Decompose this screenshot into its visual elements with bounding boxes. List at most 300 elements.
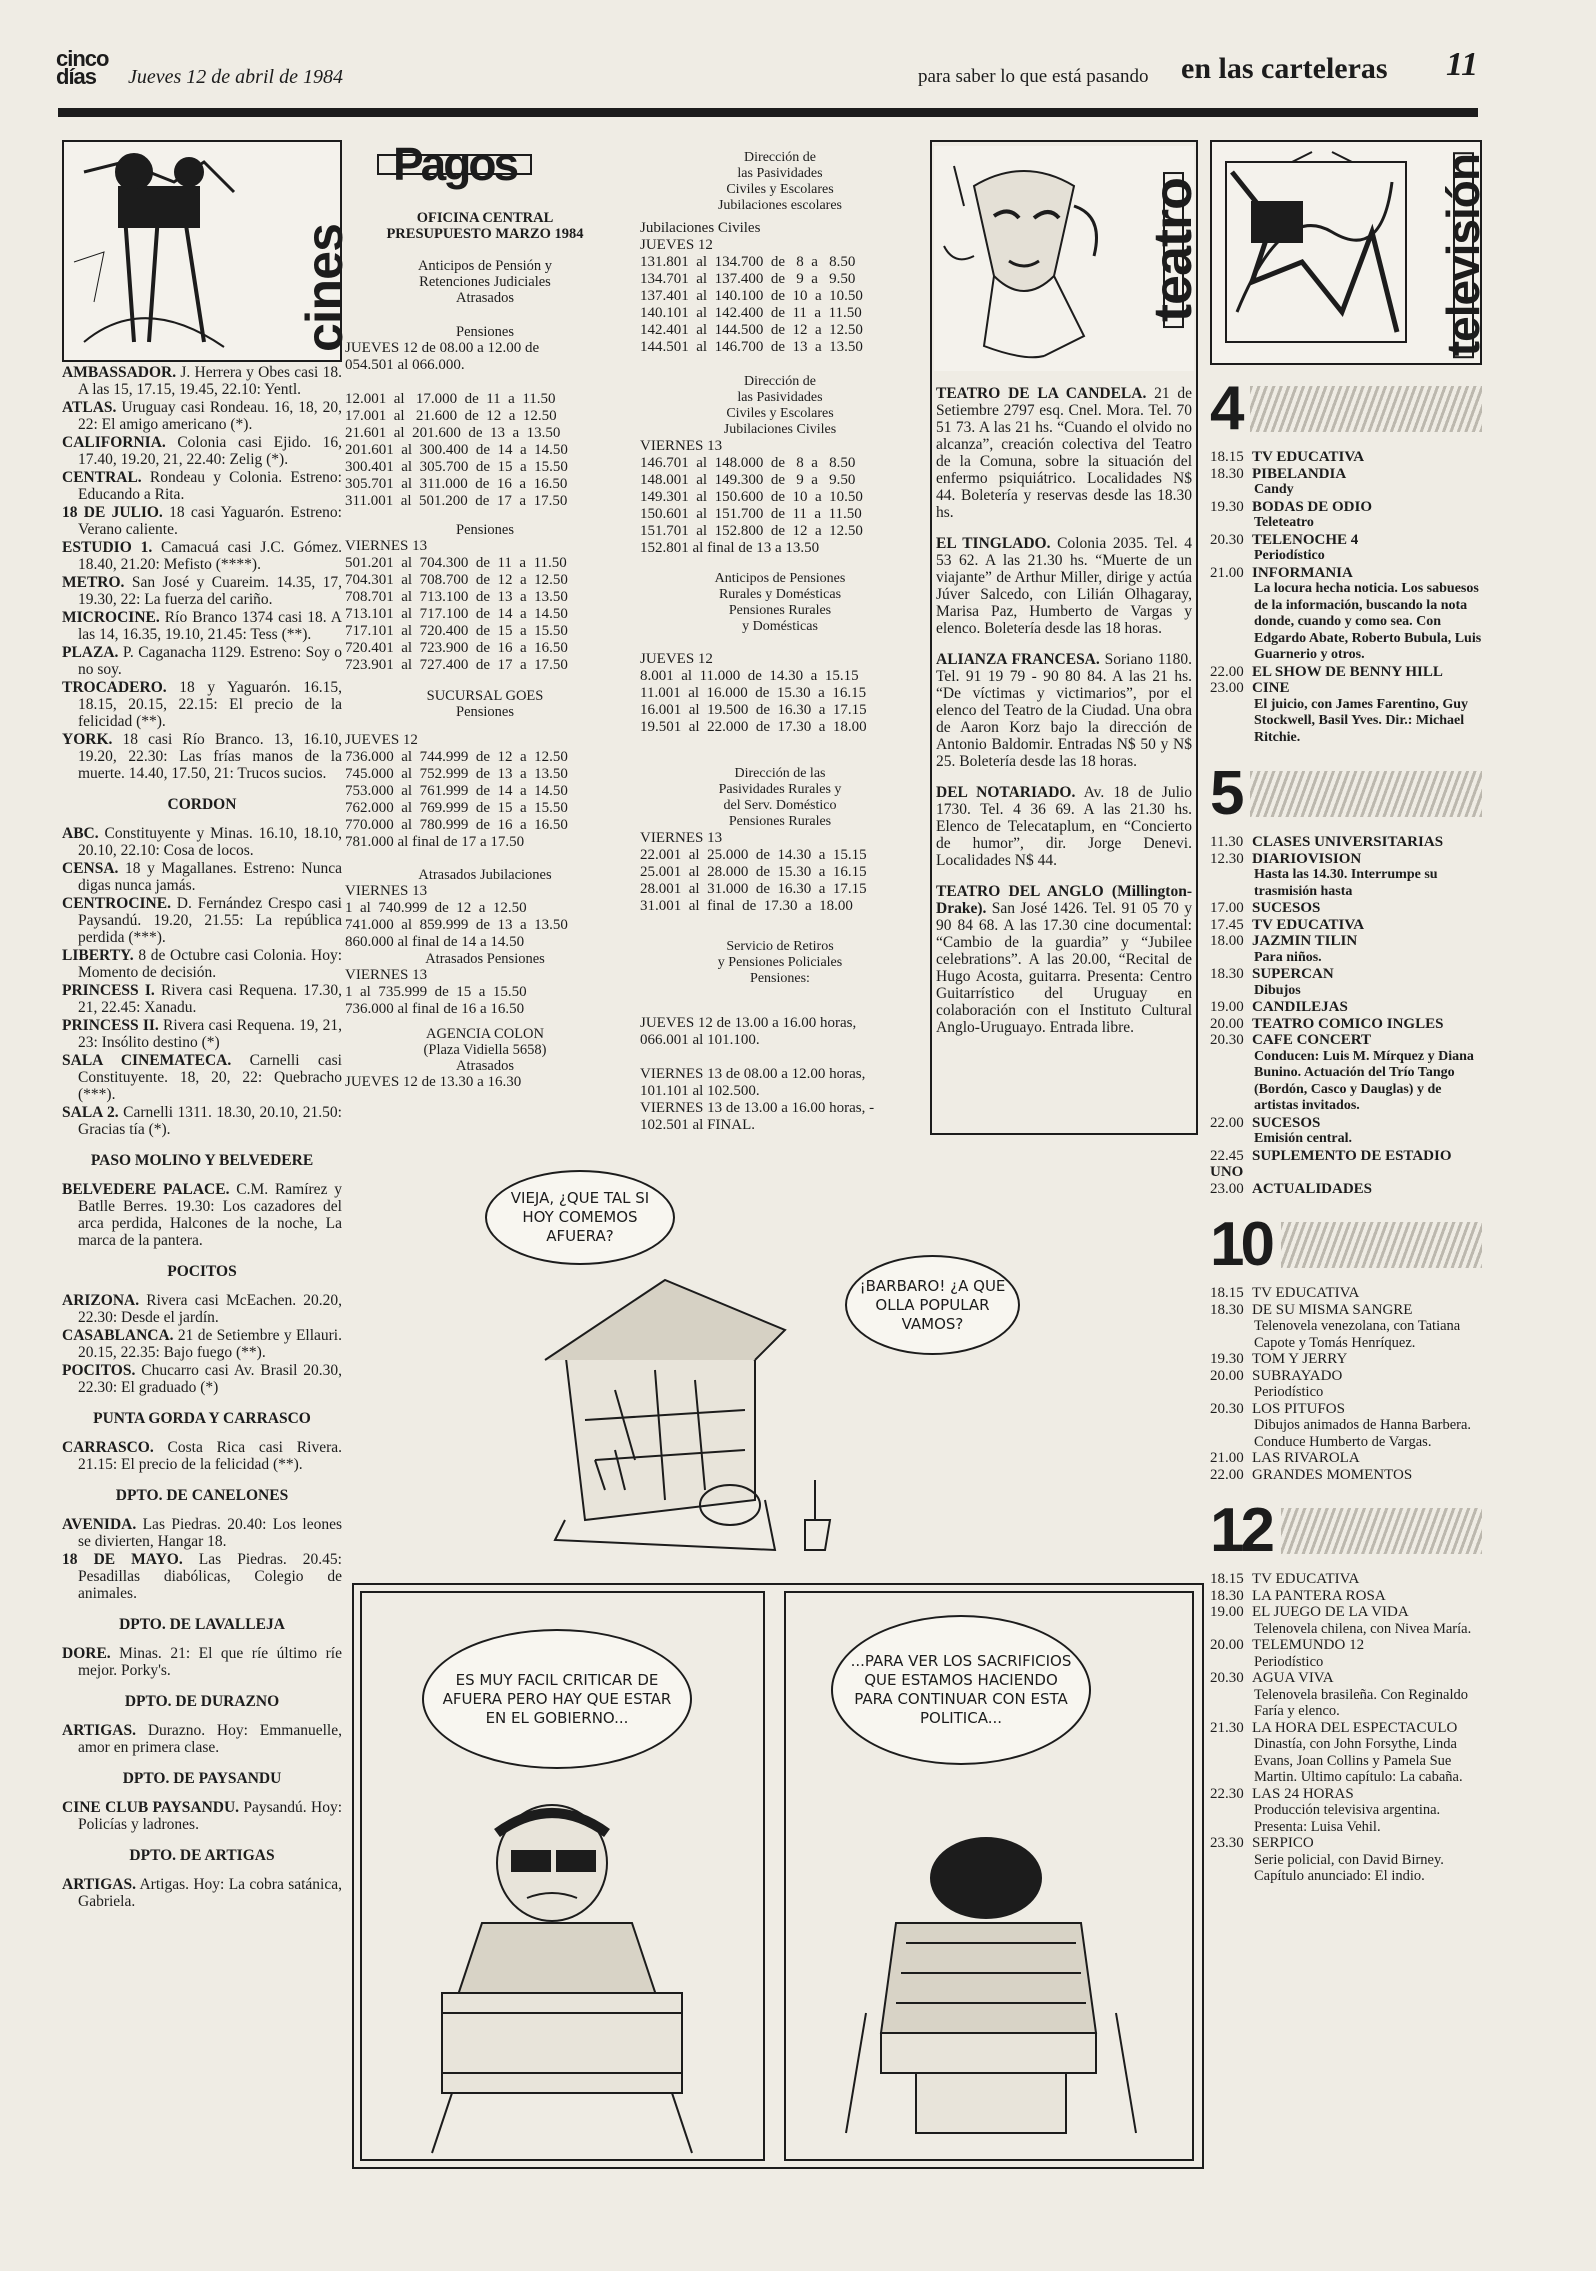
- program-description: Producción televisiva argentina. Presenta: Luisa Vehil.: [1254, 1802, 1441, 1835]
- listing-text: Minas. 21: El que ríe último ríe mejor. Porky's.: [78, 1645, 342, 1679]
- cines-section-title: DPTO. DE DURAZNO: [124, 1693, 280, 1710]
- pagos-office: OFICINA CENTRAL PRESUPUESTO MARZO 1984: [386, 210, 584, 242]
- television-column: [1210, 140, 1489, 1885]
- listing-entry: [62, 860, 342, 894]
- table-row: 25.001 al 28.000 de 15.30 a 16.15: [640, 864, 867, 880]
- listing-text: 18 y Magallanes. Estreno: Nunca digas nunca jamás.: [78, 860, 342, 894]
- section-subtitle: para saber lo que está pasando: [918, 66, 1149, 87]
- channel-program-list: [1210, 1285, 1482, 1483]
- listing-entry: [62, 1181, 342, 1249]
- table-row: 717.101 al 720.400 de 15 a 15.50: [345, 623, 568, 639]
- table-row: JUEVES 12: [640, 237, 713, 253]
- listing-entry: [62, 1052, 342, 1103]
- table-row: 736.000 al 744.999 de 12 a 12.50: [345, 749, 568, 765]
- table-row: VIERNES 13: [640, 438, 723, 454]
- program-title: AGUA VIVA: [1252, 1670, 1334, 1686]
- program-time: 23.00: [1210, 1180, 1244, 1197]
- channel-number: 4: [1210, 374, 1241, 443]
- teatro-listings: [936, 385, 1192, 1036]
- program-title: DE SU MISMA SANGRE: [1252, 1301, 1413, 1318]
- politician-back-view-drawing: [786, 1593, 1191, 2153]
- table-row: [640, 1049, 920, 1066]
- pagos-table-5: [345, 967, 625, 1018]
- listing-text: Av. 18 de Julio 1730. Tel. 4 36 69. A las 21.30 hs. Elenco de Telecataplum, en “Concierto de humor”, dir. Jorge Denevi. Localidades N$ 44.: [936, 784, 1192, 869]
- listing-entry: [62, 539, 342, 573]
- channel-banner-texture: [1250, 386, 1482, 432]
- channel-program-list: [1210, 834, 1482, 1197]
- program-time: 22.00: [1210, 1466, 1244, 1483]
- listing-name: SALA 2.: [62, 1104, 119, 1121]
- table-row: 1 al 735.999 de 15 a 15.50: [345, 984, 527, 1000]
- politician-at-podium-drawing: [362, 1593, 762, 2153]
- listing-entry: [62, 1551, 342, 1602]
- teatro-column: [930, 140, 1203, 1135]
- pagos-table-2: [345, 538, 625, 674]
- listing-name: CASABLANCA.: [62, 1327, 174, 1344]
- program-row: [1210, 1720, 1482, 1737]
- table-row: VIERNES 13: [640, 830, 723, 846]
- program-title: LAS RIVAROLA: [1252, 1450, 1360, 1466]
- program-row: [1210, 1401, 1482, 1418]
- program-time: 18.30: [1210, 966, 1244, 982]
- table-row: JUEVES 12 de 13.30 a 16.30: [345, 1074, 522, 1090]
- cartoon-panel-left: [360, 1591, 765, 2161]
- listing-name: 18 DE MAYO.: [62, 1551, 183, 1568]
- table-row: JUEVES 12: [345, 732, 418, 748]
- program-time: 22.30: [1210, 1785, 1244, 1802]
- listing-text: Rondeau y Colonia. Estreno: Educando a Rita.: [78, 469, 342, 503]
- listing-text: Carnelli 1311. 18.30, 20.10, 21.50: Gracias tía (*).: [78, 1104, 342, 1138]
- listing-text: San José 1426. Tel. 91 05 70 y 90 84 68. A las 17.30 cine documental: “Cambio de la guardia” y “Jubilee celebrations”. A las 20.00, “Recital de Hugo Acosta, guitarra. Presenta: Centro Guitarrístico del Uruguay en colaboración con el Instituto Cultural Anglo-Uruguayo. Entrada libre.: [936, 900, 1192, 1036]
- listing-text: Colonia 2035. Tel. 4 53 62. A las 21.30 hs. “Muerte de un viajante” de Arthur Miller, dirige y actúa Júver Salcedo, con Lilián Olhagaray, Marisa Paz, Humberto de Vargas y elenco. Boletería desde las 18 horas.: [936, 535, 1192, 637]
- pagos-table-1: [345, 340, 625, 510]
- channel-banner-texture: [1281, 1222, 1482, 1268]
- cines-section-title: PUNTA GORDA Y CARRASCO: [93, 1410, 311, 1427]
- table-row: 149.301 al 150.600 de 10 a 10.50: [640, 489, 863, 505]
- cines-section-title: PASO MOLINO Y BELVEDERE: [90, 1152, 314, 1169]
- pagos-colon-head: AGENCIA COLON (Plaza Vidiella 5658) Atrasados: [423, 1026, 547, 1074]
- listing-entry: [62, 574, 342, 608]
- table-row: 148.001 al 149.300 de 9 a 9.50: [640, 472, 856, 488]
- table-row: VIERNES 13: [345, 883, 428, 899]
- channel-banner-texture: [1281, 1508, 1482, 1554]
- channel-number: 12: [1210, 1496, 1271, 1565]
- listing-name: MICROCINE.: [62, 609, 160, 626]
- cines-listings: [62, 364, 342, 1910]
- newspaper-logo: cinco días: [56, 46, 109, 89]
- pasividades-head-3: Anticipos de Pensiones Rurales y Domésticas Pensiones Rurales y Domésticas: [714, 571, 846, 634]
- table-row: 144.501 al 146.700 de 13 a 13.50: [640, 339, 863, 355]
- listing-name: CENTRAL.: [62, 469, 142, 486]
- program-title: CINE: [1252, 680, 1290, 696]
- program-time: 18.15: [1210, 449, 1244, 465]
- listing-text: Artigas. Hoy: La cobra satánica, Gabriela.: [78, 1876, 342, 1910]
- listing-name: BELVEDERE PALACE.: [62, 1181, 230, 1198]
- cartoon-house: [455, 1160, 1145, 1565]
- program-description: Periodístico: [1254, 1384, 1324, 1400]
- channel-banner-texture: [1250, 771, 1482, 817]
- listing-text: Carnelli casi Constituyente. 18, 20, 22: Quebracho (***).: [78, 1052, 342, 1103]
- listing-name: AVENIDA.: [62, 1516, 137, 1533]
- table-row: 134.701 al 137.400 de 9 a 9.50: [640, 271, 856, 287]
- table-row: 8.001 al 11.000 de 14.30 a 15.15: [640, 668, 859, 684]
- table-row: 501.201 al 704.300 de 11 a 11.50: [345, 555, 567, 571]
- table-row: 1 al 740.999 de 12 a 12.50: [345, 900, 527, 916]
- page-number: 11: [1446, 46, 1479, 83]
- program-row: [1210, 999, 1482, 1016]
- listing-entry: [936, 385, 1192, 521]
- program-description: Dibujos animados de Hanna Barbera. Conduce Humberto de Vargas.: [1254, 1417, 1472, 1450]
- cines-section-title: DPTO. DE ARTIGAS: [129, 1847, 275, 1864]
- table-row: 102.501 al FINAL.: [640, 1117, 755, 1133]
- table-row: 305.701 al 311.000 de 16 a 16.50: [345, 476, 568, 492]
- program-title: GRANDES MOMENTOS: [1252, 1466, 1413, 1483]
- channel-program-list: [1210, 449, 1482, 746]
- program-title: TEATRO COMICO INGLES: [1252, 1015, 1444, 1032]
- program-title: SERPICO: [1252, 1835, 1314, 1851]
- listing-entry: [62, 679, 342, 730]
- table-row: 860.000 al final de 14 a 14.50: [345, 934, 525, 950]
- cartoon-panel-right: [784, 1591, 1194, 2161]
- listing-entry: [936, 883, 1192, 1036]
- program-row: [1210, 1351, 1482, 1368]
- listing-entry: [62, 1104, 342, 1138]
- cines-section-title: DPTO. DE LAVALLEJA: [119, 1616, 285, 1633]
- program-description: Periodístico: [1254, 1653, 1324, 1670]
- listing-name: ATLAS.: [62, 399, 117, 416]
- listing-entry: [62, 1362, 342, 1396]
- pasividades-head-5: Servicio de Retiros y Pensiones Policiales Pensiones:: [717, 939, 843, 986]
- table-row: 781.000 al final de 17 a 17.50: [345, 834, 525, 850]
- program-time: 17.00: [1210, 900, 1244, 916]
- pagos-goes-head: SUCURSAL GOES Pensiones: [426, 688, 544, 720]
- pagos-pensiones-head: Pensiones: [456, 324, 514, 340]
- tv-listings: [1210, 374, 1482, 1885]
- table-row: 12.001 al 17.000 de 11 a 11.50: [345, 391, 556, 407]
- channel-program-list: [1210, 1571, 1482, 1885]
- listing-text: Colonia casi Ejido. 16, 17.40, 19.20, 21, 22.40: Zelig (*).: [78, 434, 342, 468]
- listing-name: LIBERTY.: [62, 947, 134, 964]
- listing-entry: [62, 399, 342, 433]
- program-description: Hasta las 14.30. Interrumpe su trasmisión hasta: [1254, 867, 1438, 899]
- listing-name: PRINCESS I.: [62, 982, 155, 999]
- header-rule: [58, 108, 1478, 117]
- pasividades-table-4: [640, 830, 920, 915]
- program-time: 18.00: [1210, 933, 1244, 949]
- program-time: 20.30: [1210, 1400, 1244, 1417]
- table-row: VIERNES 13 de 08.00 a 12.00 horas,: [640, 1066, 866, 1082]
- listing-text: 21 de Setiembre 2797 esq. Cnel. Mora. Tel. 70 51 73. A las 21 hs. “Cuando el olvido no alcanza”, creación colectiva del Teatro de la Comuna, sobre la situación del enfermo psiquiátrico. Localidades N$ 44. Boletería y reservas desde las 18.30 hs.: [936, 385, 1192, 521]
- program-time: 18.30: [1210, 465, 1244, 482]
- program-time: 19.30: [1210, 1351, 1244, 1367]
- table-row: 22.001 al 25.000 de 14.30 a 15.15: [640, 847, 867, 863]
- program-row: [1210, 680, 1482, 697]
- listing-text: 18 casi Río Branco. 13, 16.10, 19.20, 22.30: Las frías manos de la muerte. 14.40, 17.50, 21: Trucos sucios.: [78, 731, 342, 782]
- listing-entry: [62, 1876, 342, 1910]
- channel-header: [1210, 374, 1482, 443]
- program-description: Teleteatro: [1254, 515, 1314, 530]
- table-row: 21.601 al 201.600 de 13 a 13.50: [345, 425, 561, 441]
- table-row: 066.001 al 101.100.: [640, 1032, 760, 1048]
- table-row: 140.101 al 142.400 de 11 a 11.50: [640, 305, 862, 321]
- cines-section-title: DPTO. DE PAYSANDU: [122, 1770, 282, 1787]
- listing-name: YORK.: [62, 731, 113, 748]
- program-row: [1210, 1604, 1482, 1621]
- table-row: 704.301 al 708.700 de 12 a 12.50: [345, 572, 568, 588]
- speech-bubble-politician: ES MUY FACIL CRITICAR DE AFUERA PERO HAY QUE ESTAR EN EL GOBIERNO...: [422, 1629, 692, 1769]
- listing-name: CENTROCINE.: [62, 895, 171, 912]
- program-title: TV EDUCATIVA: [1252, 916, 1365, 933]
- table-row: JUEVES 12: [640, 651, 713, 667]
- program-row: [1210, 966, 1482, 983]
- pagos-column: [345, 140, 625, 1091]
- table-row: 300.401 al 305.700 de 15 a 15.50: [345, 459, 568, 475]
- program-description: El juicio, con James Farentino, Guy Stockwell, Basil Yves. Dir.: Michael Ritchie.: [1254, 696, 1469, 745]
- program-row: [1210, 1302, 1482, 1319]
- listing-name: SALA CINEMATECA.: [62, 1052, 232, 1069]
- program-title: CANDILEJAS: [1252, 999, 1348, 1015]
- listing-name: METRO.: [62, 574, 125, 591]
- table-row: 151.701 al 152.800 de 12 a 12.50: [640, 523, 863, 539]
- program-time: 21.00: [1210, 1450, 1244, 1466]
- program-title: LA PANTERA ROSA: [1252, 1587, 1386, 1604]
- listing-name: ARIZONA.: [62, 1292, 140, 1309]
- program-description: Serie policial, con David Birney. Capítulo anunciado: El indio.: [1254, 1851, 1444, 1884]
- television-label: televisión: [1437, 154, 1489, 357]
- teatro-illustration: [934, 146, 1203, 371]
- table-row: 11.001 al 16.000 de 15.30 a 16.15: [640, 685, 867, 701]
- channel-number: 5: [1210, 759, 1241, 828]
- table-row: 723.901 al 727.400 de 17 a 17.50: [345, 657, 568, 673]
- program-description: Para niños.: [1254, 949, 1322, 965]
- program-row: [1210, 1670, 1482, 1687]
- listing-entry: [62, 1327, 342, 1361]
- table-row: 311.001 al 501.200 de 17 a 17.50: [345, 493, 568, 509]
- program-time: 20.30: [1210, 1032, 1244, 1048]
- program-title: TV EDUCATIVA: [1252, 1285, 1360, 1301]
- listing-entry: [62, 469, 342, 503]
- program-row: [1210, 1786, 1482, 1803]
- table-row: VIERNES 13: [345, 967, 428, 983]
- speech-bubble-house: VIEJA, ¿QUE TAL SI HOY COMEMOS AFUERA?: [485, 1170, 675, 1265]
- program-title: SUCESOS: [1252, 1114, 1321, 1131]
- listing-text: Rivera casi Requena. 17.30, 21, 22.45: Xanadu.: [78, 982, 343, 1016]
- program-title: CLASES UNIVERSITARIAS: [1252, 834, 1444, 850]
- listing-name: CARRASCO.: [62, 1439, 154, 1456]
- program-row: [1210, 1637, 1482, 1654]
- program-row: [1210, 1032, 1482, 1049]
- program-row: [1210, 1450, 1482, 1467]
- program-row: [1210, 933, 1482, 950]
- program-row: [1210, 1115, 1482, 1132]
- cines-column: [62, 140, 354, 1911]
- program-title: SUCESOS: [1252, 900, 1321, 916]
- table-row: 201.601 al 300.400 de 14 a 14.50: [345, 442, 568, 458]
- listing-text: Rivera casi McEachen. 20.20, 22.30: Desde el jardín.: [78, 1292, 342, 1326]
- listing-text: P. Caganacha 1129. Estreno: Soy o no soy.: [78, 644, 342, 678]
- listing-text: Rivera casi Requena. 19, 21, 23: Insólito destino (*): [78, 1017, 342, 1051]
- teatro-label: teatro: [1163, 172, 1184, 328]
- program-time: 18.30: [1210, 1587, 1244, 1604]
- program-time: 19.30: [1210, 498, 1244, 515]
- pasividades-head-1: Dirección de las Pasividades Civiles y Escolares Jubilaciones escolares: [717, 150, 842, 213]
- table-row: 152.801 al final de 13 a 13.50: [640, 540, 820, 556]
- program-row: [1210, 917, 1482, 934]
- listing-name: EL TINGLADO.: [936, 535, 1051, 552]
- table-row: 146.701 al 148.000 de 8 a 8.50: [640, 455, 856, 471]
- table-row: 713.101 al 717.100 de 14 a 14.50: [345, 606, 568, 622]
- pagos-pens-head: Atrasados Pensiones: [425, 951, 545, 967]
- listing-entry: [62, 947, 342, 981]
- listing-name: ARTIGAS.: [62, 1876, 136, 1893]
- program-title: CAFE CONCERT: [1252, 1032, 1372, 1048]
- listing-text: Costa Rica casi Rivera. 21.15: El precio de la felicidad (**).: [78, 1439, 342, 1473]
- pagos-anticipos: Anticipos de Pensión y Retenciones Judiciales Atrasados: [417, 258, 553, 306]
- listing-entry: [62, 1017, 342, 1051]
- listing-text: Durazno. Hoy: Emmanuelle, amor en primera clase.: [78, 1722, 342, 1756]
- program-title: BODAS DE ODIO: [1252, 498, 1373, 515]
- program-time: 18.30: [1210, 1301, 1244, 1318]
- table-row: 31.001 al final de 17.30 a 18.00: [640, 898, 853, 914]
- channel-header: [1210, 759, 1482, 828]
- table-row: 736.000 al final de 16 a 16.50: [345, 1001, 525, 1017]
- program-description: Dibujos: [1254, 982, 1301, 998]
- listing-name: TEATRO DEL ANGLO (Millington-Drake).: [936, 883, 1192, 917]
- listing-name: 18 DE JULIO.: [62, 504, 163, 521]
- table-row: 708.701 al 713.100 de 13 a 13.50: [345, 589, 568, 605]
- listing-entry: [62, 895, 342, 946]
- listing-name: PRINCESS II.: [62, 1017, 159, 1034]
- program-time: 21.00: [1210, 564, 1244, 581]
- listing-text: 21 de Setiembre y Ellauri. 20.15, 22.35: Bajo fuego (**).: [78, 1327, 342, 1361]
- listing-entry: [62, 1722, 342, 1756]
- program-description: Candy: [1254, 482, 1294, 497]
- program-title: TV EDUCATIVA: [1252, 449, 1365, 465]
- listing-text: Las Piedras. 20.40: Los leones se divierten, Hangar 18.: [78, 1516, 342, 1550]
- program-time: 19.00: [1210, 999, 1244, 1015]
- program-time: 11.30: [1210, 834, 1244, 850]
- program-time: 22.00: [1210, 663, 1244, 680]
- table-row: 054.501 al 066.000.: [345, 357, 465, 373]
- listing-text: 8 de Octubre casi Colonia. Hoy: Momento de decisión.: [78, 947, 342, 981]
- program-time: 20.30: [1210, 531, 1244, 548]
- pagos-table-6: [345, 1074, 625, 1091]
- table-row: 137.401 al 140.100 de 10 a 10.50: [640, 288, 863, 304]
- listing-text: Chucarro casi Av. Brasil 20.30, 22.30: El graduado (*): [78, 1362, 342, 1396]
- program-time: 23.30: [1210, 1835, 1244, 1851]
- cartoon-frame: [352, 1583, 1204, 2169]
- pasividades-head-2: Dirección de las Pasividades Civiles y Escolares Jubilaciones Civiles: [723, 374, 837, 437]
- pasividades-table-2: [640, 438, 920, 557]
- program-row: [1210, 1571, 1482, 1588]
- pagos-pensiones2-head: Pensiones: [456, 522, 514, 538]
- table-row: 28.001 al 31.000 de 16.30 a 17.15: [640, 881, 867, 897]
- cines-section-title: DPTO. DE CANELONES: [115, 1487, 289, 1504]
- program-row: [1210, 1285, 1482, 1302]
- pagos-table-3: [345, 732, 625, 851]
- listing-entry: [62, 434, 342, 468]
- listing-entry: [62, 1516, 342, 1550]
- program-time: 22.00: [1210, 1114, 1244, 1131]
- program-title: PIBELANDIA: [1252, 465, 1347, 482]
- program-time: 23.00: [1210, 680, 1244, 696]
- table-row: 753.000 al 761.999 de 14 a 14.50: [345, 783, 568, 799]
- listing-entry: [62, 504, 342, 538]
- listing-name: CENSA.: [62, 860, 119, 877]
- table-row: 745.000 al 752.999 de 13 a 13.50: [345, 766, 568, 782]
- listing-name: CALIFORNIA.: [62, 434, 166, 451]
- table-row: VIERNES 13 de 13.00 a 16.00 horas, -: [640, 1100, 875, 1116]
- program-time: 22.45: [1210, 1147, 1244, 1164]
- listing-name: DEL NOTARIADO.: [936, 784, 1076, 801]
- listing-entry: [936, 651, 1192, 770]
- program-time: 20.00: [1210, 1367, 1244, 1384]
- issue-date: Jueves 12 de abril de 1984: [128, 66, 343, 88]
- channel-header: [1210, 1210, 1482, 1279]
- listing-name: ARTIGAS.: [62, 1722, 136, 1739]
- listing-text: Las Piedras. 20.45: Pesadillas diabólicas, Colegio de animales.: [78, 1551, 342, 1602]
- pagos-table-4: [345, 883, 625, 951]
- listing-text: 18 y Yaguarón. 16.15, 18.15, 20.15, 22.15: El precio de la felicidad (**).: [78, 679, 342, 730]
- program-title: EL JUEGO DE LA VIDA: [1252, 1604, 1409, 1620]
- program-title: LAS 24 HORAS: [1252, 1785, 1354, 1802]
- table-row: 150.601 al 151.700 de 11 a 11.50: [640, 506, 862, 522]
- listing-entry: [62, 982, 342, 1016]
- listing-entry: [62, 644, 342, 678]
- program-row: [1210, 1467, 1482, 1484]
- program-row: [1210, 532, 1482, 549]
- program-title: EL SHOW DE BENNY HILL: [1252, 663, 1443, 680]
- program-description: Telenovela chilena, con Nivea María.: [1254, 1620, 1472, 1637]
- table-row: 741.000 al 859.999 de 13 a 13.50: [345, 917, 568, 933]
- program-description: Emisión central.: [1254, 1131, 1352, 1146]
- listing-name: ABC.: [62, 825, 99, 842]
- speech-bubble-reply: ¡BARBARO! ¿A QUE OLLA POPULAR VAMOS?: [845, 1255, 1020, 1355]
- program-row: [1210, 1835, 1482, 1852]
- program-title: TELENOCHE 4: [1252, 531, 1359, 548]
- program-row: [1210, 900, 1482, 917]
- program-description: Conducen: Luis M. Mírquez y Diana Bunino. Actuación del Trío Tango (Bordón, Casco y Dauglas) y de artistas invitados.: [1254, 1048, 1474, 1113]
- program-title: JAZMIN TILIN: [1252, 933, 1358, 949]
- pasividades-column: [640, 150, 920, 1134]
- listing-entry: [62, 825, 342, 859]
- listing-entry: [936, 535, 1192, 637]
- table-row: 770.000 al 780.999 de 16 a 16.50: [345, 817, 568, 833]
- listing-text: D. Fernández Crespo casi Paysandú. 19.20, 21.55: La república perdida (***).: [78, 895, 342, 946]
- listing-name: PLAZA.: [62, 644, 119, 661]
- table-row: 720.401 al 723.900 de 16 a 16.50: [345, 640, 568, 656]
- program-title: ACTUALIDADES: [1252, 1180, 1373, 1197]
- program-row: [1210, 1181, 1482, 1198]
- listing-name: AMBASSADOR.: [62, 364, 177, 381]
- program-row: [1210, 834, 1482, 851]
- listing-text: J. Herrera y Obes casi 18. A las 15, 17.15, 19.45, 22.10: Yentl.: [78, 364, 342, 398]
- listing-text: San José y Cuareim. 14.35, 17, 19.30, 22: La fuerza del cariño.: [78, 574, 342, 608]
- television-illustration: [1210, 140, 1489, 365]
- pasividades-head-4: Dirección de las Pasividades Rurales y del Serv. Doméstico Pensiones Rurales: [718, 766, 842, 829]
- listing-name: ESTUDIO 1.: [62, 539, 153, 556]
- program-row: [1210, 466, 1482, 483]
- table-row: 19.501 al 22.000 de 17.30 a 18.00: [640, 719, 867, 735]
- speech-bubble-politician-back: ...PARA VER LOS SACRIFICIOS QUE ESTAMOS HACIENDO PARA CONTINUAR CON ESTA POLITICA...: [831, 1615, 1091, 1765]
- program-time: 21.30: [1210, 1719, 1244, 1736]
- program-time: 19.00: [1210, 1604, 1244, 1620]
- program-title: SUPLEMENTO DE ESTADIO UNO: [1210, 1147, 1452, 1180]
- program-title: SUBRAYADO: [1252, 1367, 1343, 1384]
- listing-text: Uruguay casi Rondeau. 16, 18, 20, 22: El amigo americano (*).: [78, 399, 342, 433]
- program-title: TELEMUNDO 12: [1252, 1637, 1365, 1653]
- table-row: JUEVES 12 de 13.00 a 16.00 horas,: [640, 1015, 857, 1031]
